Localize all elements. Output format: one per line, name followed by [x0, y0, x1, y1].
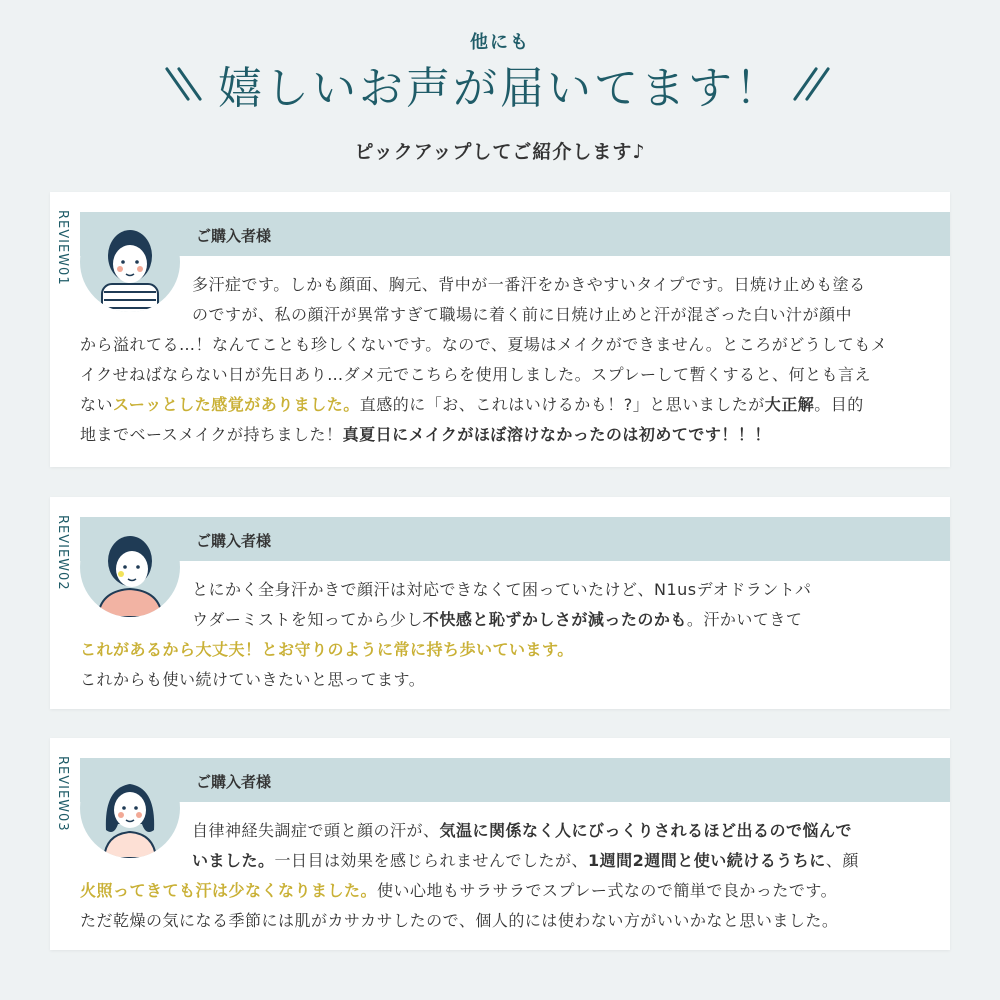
review-card	[50, 497, 950, 709]
text-segment: から溢れてる…！なんてことも珍しくないです。なので、夏場はメイクができません。ところがどうしてもメ	[80, 335, 888, 354]
text-segment: 地までベースメイクが持ちました！	[80, 425, 343, 444]
buyer-name: ご購入者様	[196, 227, 272, 245]
highlighted-text: 火照ってきても汗は少なくなりました。	[80, 881, 378, 900]
text-segment: 一日目は効果を感じられませんでしたが、	[274, 851, 589, 870]
text-segment: 自律神経失調症で頭と顔の汗が、	[192, 821, 440, 840]
page-title: 嬉しいお声が届いてます！	[218, 63, 782, 114]
bold-text: いました。	[192, 851, 275, 870]
review-text-line	[80, 846, 922, 876]
review-text-line	[80, 360, 922, 390]
text-segment: ただ乾燥の気になる季節には肌がカサカサしたので、個人的には使わない方がいいかなと思いました。	[80, 911, 839, 930]
review-label: REVIEW02	[55, 515, 70, 591]
review-text-line	[80, 665, 922, 695]
header	[0, 0, 1000, 190]
review-text-line	[80, 635, 922, 665]
review-text-line	[80, 605, 922, 635]
text-segment: 。目的	[814, 395, 864, 414]
review-text-line	[80, 816, 922, 846]
review-text-line	[80, 575, 922, 605]
text-segment: ない	[80, 395, 114, 414]
bold-text: 気温に関係なく人にびっくりされるほど出るので悩んで	[439, 821, 853, 840]
bold-text: 真夏日にメイクがほぼ溶けなかったのは初めてです！！！	[342, 425, 771, 444]
review-text	[80, 270, 922, 450]
text-segment: 使い心地もサラサラでスプレー式なので簡単で良かったです。	[377, 881, 838, 900]
text-segment: 直感的に「お、これはいけるかも！?」と思いましたが	[359, 395, 765, 414]
highlighted-text: これがあるから大丈夫！とお守りのように常に持ち歩いています。	[80, 640, 574, 659]
review-text-line	[80, 906, 922, 936]
bold-text: 不快感と恥ずかしさが減ったのかも	[422, 610, 687, 629]
text-segment: のですが、私の顔汗が異常すぎて職場に着く前に日焼け止めと汗が混ざった白い汁が顔中	[192, 305, 853, 324]
bold-text: 1週間2週間と使い続けるうちに	[588, 851, 826, 870]
pre-title: 他にも	[470, 32, 530, 53]
review-card	[50, 192, 950, 467]
bold-text: 大正解	[764, 395, 815, 414]
review-label: REVIEW03	[55, 756, 70, 832]
review-text	[80, 575, 922, 695]
buyer-name: ご購入者様	[196, 773, 272, 791]
review-text-line	[80, 420, 922, 450]
page-subtitle: ピックアップしてご紹介します♪	[354, 141, 646, 163]
review-text	[80, 816, 922, 936]
slash-decoration-right-icon	[800, 64, 828, 104]
text-segment: ウダーミストを知ってから少し	[192, 610, 423, 629]
text-segment: 、顔	[825, 851, 859, 870]
review-text-line	[80, 300, 922, 330]
review-text-line	[80, 876, 922, 906]
text-segment: これからも使い続けていきたいと思ってます。	[80, 670, 426, 689]
text-segment: 。汗かいてきて	[686, 610, 803, 629]
text-segment: とにかく全身汗かきで顔汗は対応できなくて困っていたけど、N1usデオドラントパ	[192, 580, 812, 599]
review-text-line	[80, 330, 922, 360]
text-segment: 多汗症です。しかも顔面、胸元、背中が一番汗をかきやすいタイプです。日焼け止めも塗る	[192, 275, 866, 294]
review-text-line	[80, 390, 922, 420]
text-segment: イクせねばならない日が先日あり…ダメ元でこちらを使用しました。スプレーして暫くすると、何とも言え	[80, 365, 872, 384]
buyer-name: ご購入者様	[196, 532, 272, 550]
review-card	[50, 738, 950, 950]
review-label: REVIEW01	[55, 210, 70, 286]
highlighted-text: スーッとした感覚がありました。	[113, 395, 360, 414]
review-text-line	[80, 270, 922, 300]
